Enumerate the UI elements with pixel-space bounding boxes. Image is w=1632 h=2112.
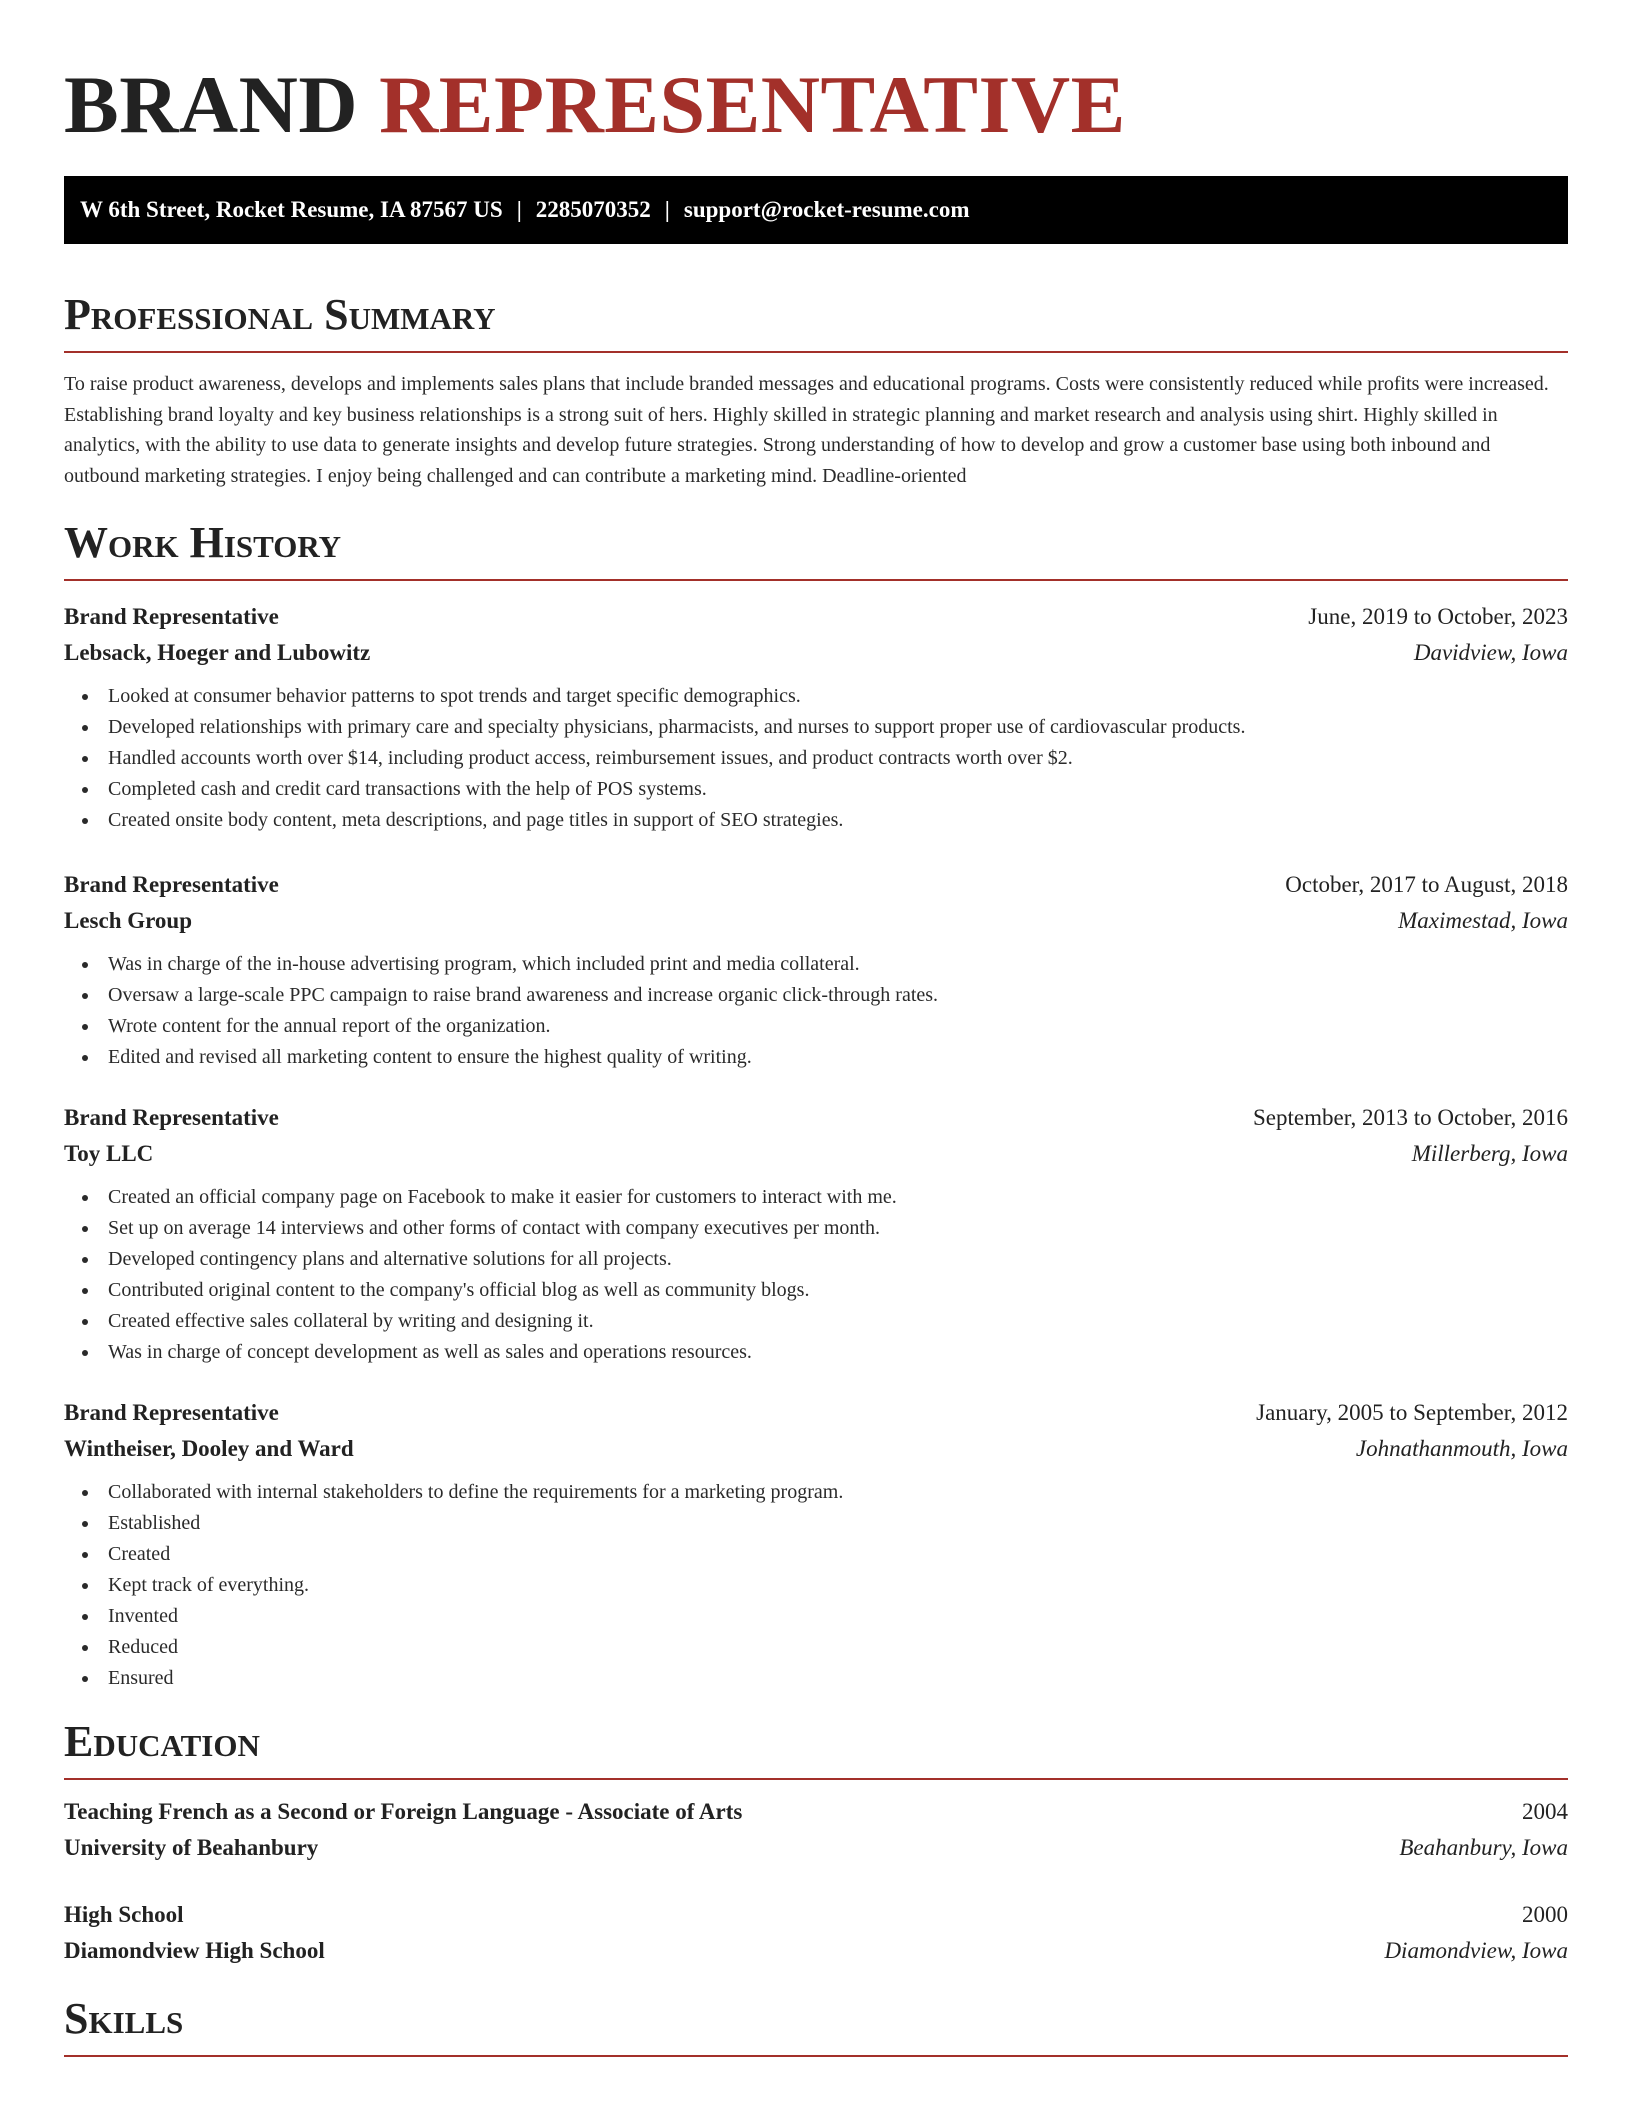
job-bullet: Set up on average 14 interviews and other forms of contact with company executives per month. <box>108 1213 1568 1244</box>
job-role: Brand Representative <box>64 1105 279 1130</box>
job-bullet: Kept track of everything. <box>108 1570 1568 1601</box>
job-bullet: Developed relationships with primary care and specialty physicians, pharmacists, and nurses to support proper use of cardiovascular products. <box>108 712 1568 743</box>
job-company: Lesch Group <box>64 908 193 933</box>
contact-separator: | <box>516 197 522 222</box>
job-company-row <box>64 903 1568 939</box>
job-bullet: Established <box>108 1508 1568 1539</box>
job-entry <box>64 867 1568 1073</box>
job-header-row <box>64 599 1568 635</box>
education-location: Diamondview, Iowa <box>1384 1938 1568 1963</box>
education-degree: High School <box>64 1902 184 1927</box>
job-company: Wintheiser, Dooley and Ward <box>64 1436 354 1461</box>
job-dates: January, 2005 to September, 2012 <box>1256 1400 1568 1425</box>
education-entry <box>64 1794 1568 1866</box>
job-bullet: Created <box>108 1539 1568 1570</box>
job-company: Lebsack, Hoeger and Lubowitz <box>64 640 371 665</box>
work-history-section <box>64 517 1568 1694</box>
education-entry <box>64 1897 1568 1969</box>
summary-title: Professional Summary <box>64 290 496 339</box>
job-bullet: Created an official company page on Facebook to make it easier for customers to interact with me. <box>108 1182 1568 1213</box>
skills-title: Skills <box>64 1994 184 2043</box>
work-history-title: Work History <box>64 518 342 567</box>
job-bullet: Collaborated with internal stakeholders to define the requirements for a marketing program. <box>108 1477 1568 1508</box>
job-company-row <box>64 1431 1568 1467</box>
job-dates: June, 2019 to October, 2023 <box>1308 604 1568 629</box>
job-role: Brand Representative <box>64 1400 279 1425</box>
contact-address: W 6th Street, Rocket Resume, IA 87567 US <box>80 197 503 222</box>
job-company: Toy LLC <box>64 1141 154 1166</box>
job-bullet: Oversaw a large-scale PPC campaign to raise brand awareness and increase organic click-through rates. <box>108 980 1568 1011</box>
job-bullet: Ensured <box>108 1663 1568 1694</box>
contact-bar <box>64 176 1568 244</box>
job-bullet: Edited and revised all marketing content to ensure the highest quality of writing. <box>108 1042 1568 1073</box>
education-school-row <box>64 1830 1568 1866</box>
education-location: Beahanbury, Iowa <box>1399 1835 1568 1860</box>
section-divider <box>64 1778 1568 1780</box>
job-location: Millerberg, Iowa <box>1411 1141 1568 1166</box>
job-header-row <box>64 1395 1568 1431</box>
job-role: Brand Representative <box>64 872 279 897</box>
education-degree-row <box>64 1794 1568 1830</box>
job-bullets <box>64 1182 1568 1368</box>
job-bullet: Developed contingency plans and alternative solutions for all projects. <box>108 1244 1568 1275</box>
job-bullets <box>64 1477 1568 1694</box>
job-location: Maximestad, Iowa <box>1398 908 1568 933</box>
job-dates: October, 2017 to August, 2018 <box>1285 872 1568 897</box>
job-bullet: Created effective sales collateral by writing and designing it. <box>108 1306 1568 1337</box>
job-bullet: Was in charge of the in-house advertising program, which included print and media collateral. <box>108 949 1568 980</box>
contact-separator: | <box>664 197 670 222</box>
job-bullet: Looked at consumer behavior patterns to spot trends and target specific demographics. <box>108 681 1568 712</box>
job-bullet: Contributed original content to the company's official blog as well as community blogs. <box>108 1275 1568 1306</box>
job-bullets <box>64 949 1568 1073</box>
job-company-row <box>64 1136 1568 1172</box>
education-school: University of Beahanbury <box>64 1835 319 1860</box>
education-title: Education <box>64 1717 260 1766</box>
job-entry <box>64 1100 1568 1368</box>
skills-section <box>64 1993 1568 2057</box>
education-section <box>64 1716 1568 1969</box>
job-bullet: Completed cash and credit card transactions with the help of POS systems. <box>108 774 1568 805</box>
name-second-word: REPRESENTATIVE <box>379 59 1126 150</box>
education-degree: Teaching French as a Second or Foreign Language - Associate of Arts <box>64 1799 743 1824</box>
summary-text: To raise product awareness, develops and implements sales plans that include branded messages and educational programs. Costs were consistently reduced while profits were increased. Establishing brand loyalty and key business relationships is a strong suit of hers. Highly skilled in strategic planning and market research and analysis using shirt. Highly skilled in analytics, with the ability to use data to generate insights and develop future strategies. Strong understanding of how to develop and grow a customer base using both inbound and outbound marketing strategies. I enjoy being challenged and can contribute a marketing mind. Deadline-oriented <box>64 373 1549 487</box>
job-bullet: Reduced <box>108 1632 1568 1663</box>
education-school-row <box>64 1933 1568 1969</box>
job-bullet: Created onsite body content, meta descriptions, and page titles in support of SEO strategies. <box>108 805 1568 836</box>
job-location: Davidview, Iowa <box>1413 640 1568 665</box>
job-location: Johnathanmouth, Iowa <box>1355 1436 1568 1461</box>
job-bullet: Invented <box>108 1601 1568 1632</box>
job-header-row <box>64 1100 1568 1136</box>
education-year: 2000 <box>1522 1902 1568 1927</box>
contact-email: support@rocket-resume.com <box>683 197 970 222</box>
resume-name-heading <box>64 0 1568 155</box>
education-year: 2004 <box>1522 1799 1568 1824</box>
job-header-row <box>64 867 1568 903</box>
section-divider <box>64 579 1568 581</box>
education-degree-row <box>64 1897 1568 1933</box>
name-first-word: BRAND <box>64 59 359 150</box>
job-entry <box>64 1395 1568 1694</box>
job-company-row <box>64 635 1568 671</box>
job-bullet: Handled accounts worth over $14, including product access, reimbursement issues, and product contracts worth over $2. <box>108 743 1568 774</box>
job-entry <box>64 599 1568 836</box>
job-bullets <box>64 681 1568 836</box>
contact-phone: 2285070352 <box>535 197 651 222</box>
job-dates: September, 2013 to October, 2016 <box>1253 1105 1568 1130</box>
education-school: Diamondview High School <box>64 1938 325 1963</box>
job-bullet: Wrote content for the annual report of the organization. <box>108 1011 1568 1042</box>
job-role: Brand Representative <box>64 604 279 629</box>
section-divider <box>64 351 1568 353</box>
section-divider <box>64 2055 1568 2057</box>
job-bullet: Was in charge of concept development as well as sales and operations resources. <box>108 1337 1568 1368</box>
summary-section <box>64 289 1568 491</box>
